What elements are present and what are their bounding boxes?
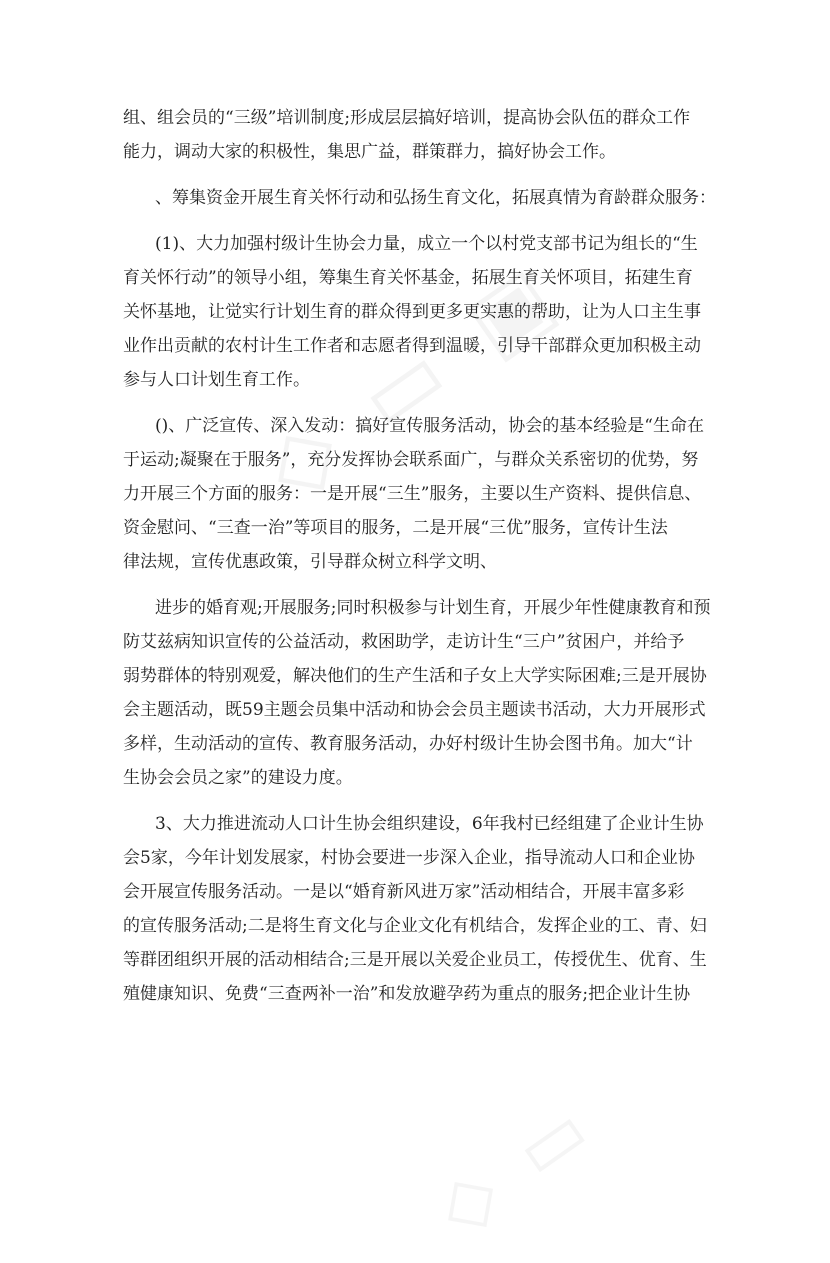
paragraph-5-line-2: 防艾兹病知识宣传的公益活动，救困助学，走访计生“三户”贫困户，并给予 <box>123 632 685 652</box>
paragraph-3-line-1: (1)、大力加强村级计生协会力量，成立一个以村党支部书记为组长的“生 <box>155 234 698 254</box>
paragraph-5-line-4: 会主题活动，既59主题会员集中活动和协会会员主题读书活动，大力开展形式 <box>123 700 706 720</box>
paragraph-1-line-2: 能力，调动大家的积极性，集思广益，群策群力，搞好协会工作。 <box>123 142 616 162</box>
paragraph-4-line-2: 于运动;凝聚在于服务”，充分发挥协会联系面广，与群众关系密切的优势，努 <box>123 450 699 470</box>
paragraph-3-line-5: 参与人口计划生育工作。 <box>123 370 310 390</box>
paragraph-4-line-5: 律法规，宣传优惠政策，引导群众树立科学文明、 <box>123 552 497 572</box>
watermark-bottom <box>420 997 739 1262</box>
paragraph-2-line-1: 、筹集资金开展生育关怀行动和弘扬生育文化，拓展真情为育龄群众服务： <box>155 188 716 208</box>
paragraph-3-line-3: 关怀基地，让觉实行计划生育的群众得到更多更实惠的帮助，让为人口主生事 <box>123 302 701 322</box>
paragraph-6-line-4: 的宣传服务活动;二是将生育文化与企业文化有机结合，发挥企业的工、青、妇 <box>123 916 707 936</box>
document-body <box>123 101 715 1011</box>
paragraph-6 <box>123 807 715 1011</box>
paragraph-6-line-1: 3、大力推进流动人口计生协会组织建设，6年我村已经组建了企业计生协 <box>155 814 704 834</box>
paragraph-6-line-5: 等群团组织开展的活动相结合;三是开展以关爱企业员工，传授优生、优育、生 <box>123 950 707 970</box>
paragraph-6-line-6: 殖健康知识、免费“三查两补一治”和发放避孕药为重点的服务;把企业计生协 <box>123 984 691 1004</box>
paragraph-6-line-3: 会开展宣传服务活动。一是以“婚育新风进万家”活动相结合，开展丰富多彩 <box>123 882 685 902</box>
paragraph-5-line-1: 进步的婚育观;开展服务;同时积极参与计划生育，开展少年性健康教育和预 <box>155 598 711 618</box>
paragraph-3 <box>123 227 715 397</box>
paragraph-2 <box>123 181 715 215</box>
paragraph-5-line-5: 多样，生动活动的宣传、教育服务活动，办好村级计生协会图书角。加大“计 <box>123 734 693 754</box>
paragraph-1-line-1: 组、组会员的“三级”培训制度;形成层层搞好培训，提高协会队伍的群众工作 <box>123 108 691 128</box>
paragraph-4 <box>123 409 715 579</box>
paragraph-4-line-4: 资金慰问、“三查一治”等项目的服务，二是开展“三优”服务，宣传计生法 <box>123 518 668 538</box>
paragraph-4-line-1: ()、广泛宣传、深入发动：搞好宣传服务活动，协会的基本经验是“生命在 <box>155 416 704 436</box>
paragraph-3-line-4: 业作出贡献的农村计生工作者和志愿者得到温暖，引导干部群众更加积极主动 <box>123 336 701 356</box>
paragraph-1 <box>123 101 715 169</box>
paragraph-5-line-6: 生协会会员之家”的建设力度。 <box>123 768 353 788</box>
paragraph-4-line-3: 力开展三个方面的服务：一是开展“三生”服务，主要以生产资料、提供信息、 <box>123 484 702 504</box>
paragraph-5 <box>123 591 715 795</box>
paragraph-5-line-3: 弱势群体的特别观爱，解决他们的生产生活和子女上大学实际困难;三是开展协 <box>123 666 707 686</box>
paragraph-6-line-2: 会5家，今年计划发展家，村协会要进一步深入企业，指导流动人口和企业协 <box>123 848 695 868</box>
paragraph-3-line-2: 育关怀行动”的领导小组，筹集生育关怀基金，拓展生育关怀项目，拓建生育 <box>123 268 693 288</box>
